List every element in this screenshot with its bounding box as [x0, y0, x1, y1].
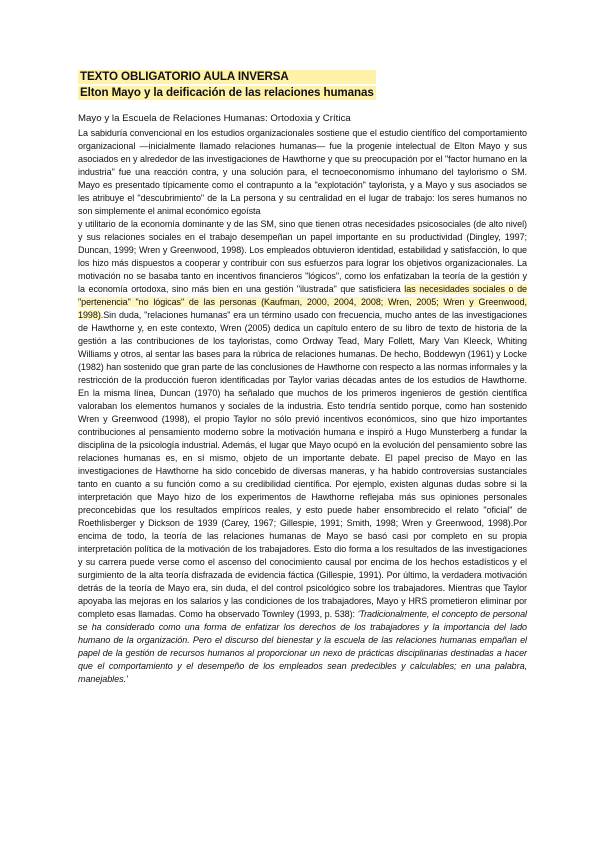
paragraph-2-text-a: y utilitario de la economía dominante y de las SM, sino que tienen otras necesidades psicosociales (de alto nivel) y sus relaciones sociales en el trabajo desempeñan un papel importante en su productividad (Dingley, 1997; Duncan, 1999; Wren y Greenwood, 1998). Los empleados obtuvieron identidad, estabilidad y satisfacción, lo que los hizo más dispuestos a cooperar y contribuir con sus esfuerzos para lograr los objetivos organizacionales. La motivación no se basaba tanto en incentivos financieros "lógicos", como los enfatizaban la teoría de la gestión y la economía ortodoxa, sino más bien en una gestión "ilustrada" que satisficiera	[78, 219, 527, 294]
paragraph-2	[78, 218, 527, 686]
header-label: TEXTO OBLIGATORIO AULA INVERSA	[78, 70, 376, 84]
highlighted-citation: las necesidades sociales o de "pertenencia" "no lógicas" de las personas (Kaufman, 2000, 2004, 2008; Wren, 2005; Wren y Greenwood, 1998)	[78, 284, 527, 320]
document-body	[78, 127, 527, 686]
header-title: Elton Mayo y la deificación de las relaciones humanas	[80, 86, 374, 99]
townley-quote: 'Tradicionalmente, el concepto de personal se ha considerado como una forma de enfatizar los derechos de los trabajadores y la importancia del lado humano de la organización. Pero el discurso del bienestar y la escuela de las relaciones humanas empañan el papel de la gestión de recursos humanos al proporcionar un nexo de prácticas disciplinarias destinadas a hacer que el comportamiento y el desempeño de los empleados sean predecibles y calculables; en una palabra, manejables.'	[78, 609, 527, 684]
paragraph-1: La sabiduría convencional en los estudios organizacionales sostiene que el estudio científico del comportamiento organizacional —inicialmente llamado relaciones humanas— fue la progenie intelectual de Elton Mayo y sus asociados en y alrededor de las investigaciones de Hawthorne y que su preocupación por el "factor humano en la industria" fue una reacción contra, y una solución para, el tecnoeconomismo inhumano del taylorismo o SM. Mayo es presentado típicamente como el contrapunto a la "explotación" taylorista, y a Mayo y sus asociados se les atribuye el "descubrimiento" de la La persona y su centralidad en el lugar de trabajo: los seres humanos no son simplemente el animal económico egoísta	[78, 128, 527, 216]
paragraph-2-text-b: .Sin duda, "relaciones humanas" era un término usado con frecuencia, mucho antes de las investigaciones de Hawthorne y, en este contexto, Wren (2005) dedica un capítulo entero de su libro de texto de historia de la gestión a las contribuciones de los tayloristas, como Ordway Tead, Mary Follett, Mary Van Kleeck, Whiting Williams y otros, al sentar las bases para la rúbrica de relaciones humanas. De hecho, Boddewyn (1961) y Locke (1982) han sostenido que gran parte de las conclusiones de Hawthorne con respecto a las normas informales y la restricción de la producción fueron identificadas por Taylor varias décadas antes de los estudios de Hawthorne. En la misma línea, Duncan (1970) ha señalado que muchos de los primeros ingenieros de gestión científica valoraban los elementos humanos y sociales de la industria. Esto tendría sentido porque, como han sostenido Wren y Greenwood (1998), el propio Taylor no sólo previó incentivos económicos, sino que hizo importantes contribuciones al pensamiento moderno sobre la motivación humana e inspiró a Hugo Munsterberg a fundar la disciplina de la psicología industrial. Además, el lugar que Mayo ocupó en la evolución del pensamiento sobre las relaciones humanas es, en sí mismo, objeto de un importante debate. El papel preciso de Mayo en las investigaciones de Hawthorne ha sido concebido de diversas maneras, y ha habido controversias sustanciales tanto en cuanto a su función como a su credibilidad científica. Por ejemplo, existen algunas dudas sobre si la interpretación que Mayo hizo de los experimentos de Hawthorne reflejaba más sus opiniones personales preconcebidas que los resultados empíricos reales, y esto puede haber ensombrecido el relato "oficial" de Roethlisberger y Dickson de 1939 (Carey, 1967; Gillespie, 1991; Smith, 1998; Wren y Greenwood, 1998).Por encima de todo, la teoría de las relaciones humanas de Mayo se basó casi por completo en su propia interpretación política de la motivación de los trabajadores. Esto dio forma a los resultados de las investigaciones y su carrera puede verse como el ascenso del conocimiento causal por encima de los hechos estadísticos y el surgimiento de la alta teoría disfrazada de evidencia fáctica (Gillespie, 1991). Por último, la verdadera motivación detrás de la teoría de Mayo era, sin duda, el del control psicológico sobre los trabajadores. Mientras que Taylor apoyaba las mejoras en los salarios y las condiciones de los trabajadores, Mayo y HRS prometieron eliminar por completo esas llamadas. Como ha observado Townley (1993, p. 538):	[78, 310, 527, 619]
document-header	[78, 70, 376, 102]
section-title: Mayo y la Escuela de Relaciones Humanas: Ortodoxia y Crítica	[78, 113, 351, 124]
